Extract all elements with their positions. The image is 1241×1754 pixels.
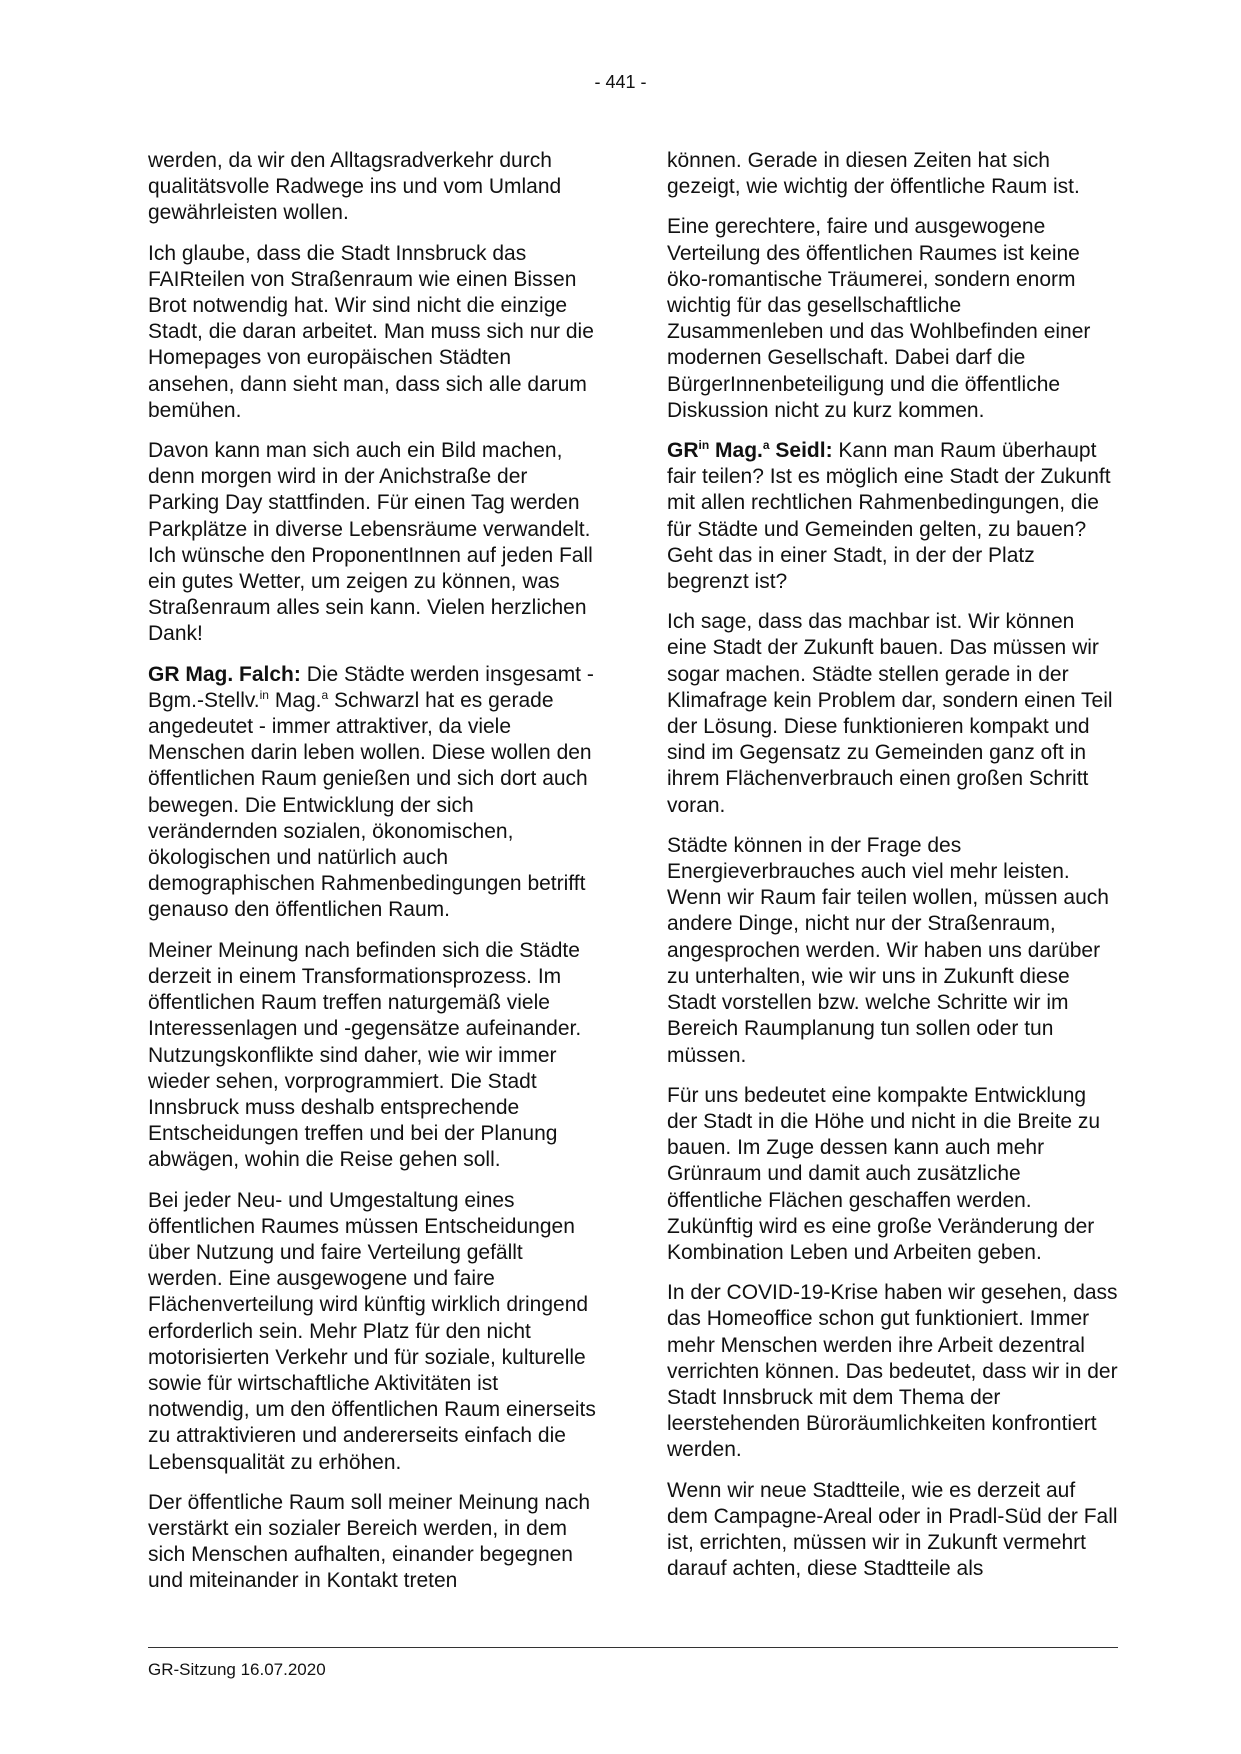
superscript: in	[259, 687, 269, 702]
paragraph: Davon kann man sich auch ein Bild machen, denn morgen wird in der Anichstraße der Parking Day stattfinden. Für einen Tag werden Parkplätze in diverse Lebensräume verwandelt. Ich wünsche den ProponentInnen auf jeden Fall ein gutes Wetter, um zeigen zu können, was Straßenraum alles sein kann. Vielen herzlichen Dank!	[148, 439, 593, 646]
paragraph: Bei jeder Neu- und Umgestaltung eines öffentlichen Raumes müssen Entscheidungen über Nutzung und faire Verteilung gefällt werden. Eine ausgewogene und faire Flächenverteilung wird künftig wirklich dringend erforderlich sein. Mehr Platz für den nicht motorisierten Verkehr und für soziale, kulturelle sowie für wirtschaftliche Aktivitäten ist notwendig, um den öffentlichen Raum einerseits zu attraktivieren und andererseits einfach die Lebensqualität zu erhöhen.	[148, 1188, 596, 1474]
page-number: - 441 -	[594, 72, 647, 92]
paragraph: können. Gerade in diesen Zeiten hat sich gezeigt, wie wichtig der öffentliche Raum ist.	[667, 149, 1080, 199]
paragraph: Meiner Meinung nach befinden sich die Städte derzeit in einem Transformationsprozess. Im öffentlichen Raum treffen naturgemäß viele Interessenlagen und -gegensätze aufeinander. Nutzungskonflikte sind daher, wie wir immer wieder sehen, vorprogrammiert. Die Stadt Innsbruck muss deshalb entsprechende Entscheidungen treffen und bei der Planung abwägen, wohin die Reise gehen soll.	[148, 938, 582, 1172]
paragraph: Für uns bedeutet eine kompakte Entwicklung der Stadt in die Höhe und nicht in die Breite zu bauen. Im Zuge dessen kann auch mehr Grünraum und damit auch zusätzliche öffentliche Flächen geschaffen werden. Zukünftig wird es eine große Veränderung der Kombination Leben und Arbeiten geben.	[667, 1083, 1101, 1264]
paragraph: Wenn wir neue Stadtteile, wie es derzeit auf dem Campagne-Areal oder in Pradl-Süd der Fall ist, errichten, müssen wir in Zukunft vermehrt darauf achten, diese Stadtteile als	[667, 1478, 1118, 1581]
speaker-name: GR Mag. Falch:	[148, 662, 301, 686]
paragraph	[667, 438, 1119, 595]
paragraph: In der COVID-19-Krise haben wir gesehen, dass das Homeoffice schon gut funktioniert. Immer mehr Menschen werden ihre Arbeit dezentral verrichten können. Das bedeutet, dass wir in der Stadt Innsbruck mit dem Thema der leerstehenden Büroräumlichkeiten konfrontiert werden.	[667, 1281, 1118, 1462]
paragraph-text: Die Städte werden insgesamt - Bgm.-Stellv.	[148, 662, 594, 712]
paragraph: Ich glaube, dass die Stadt Innsbruck das FAIRteilen von Straßenraum wie einen Bissen Brot notwendig hat. Wir sind nicht die einzige Stadt, die daran arbeitet. Man muss sich nur die Homepages von europäischen Städten ansehen, dann sieht man, dass sich alle darum bemühen.	[148, 241, 594, 422]
paragraph: Der öffentliche Raum soll meiner Meinung nach verstärkt ein sozialer Bereich werden, in dem sich Menschen aufhalten, einander begegnen und miteinander in Kontakt treten	[148, 1490, 591, 1593]
speaker-name	[667, 439, 833, 462]
left-column	[148, 148, 600, 1609]
paragraph	[148, 662, 600, 924]
speaker-title: GR	[667, 439, 699, 463]
paragraph: Ich sage, dass das machbar ist. Wir können eine Stadt der Zukunft bauen. Das müssen wir sogar machen. Städte stellen gerade in der Klimafrage kein Problem dar, sondern einen Teil der Lösung. Diese funktionieren kompakt und sind im Gegensatz zu Gemeinden ganz oft in ihrem Flächenverbrauch einen großen Schritt voran.	[667, 610, 1113, 817]
paragraph-text: Schwarzl hat es gerade angedeutet - immer attraktiver, da viele Menschen darin leben wollen. Diese wollen den öffentlichen Raum genießen und sich dort auch bewegen. Die Entwicklung der sich verändernden sozialen, ökonomischen, ökologischen und natürlich auch demographischen Rahmenbedingungen betrifft genauso den öffentlichen Raum.	[148, 688, 592, 922]
paragraph-text: Mag.	[274, 688, 322, 712]
paragraph-text: Kann man Raum überhaupt fair teilen? Ist es möglich eine Stadt der Zukunft mit allen rechtlichen Rahmenbedingungen, die für Städte und Gemeinden gelten, zu bauen? Geht das in einer Stadt, in der der Platz begrenzt ist?	[667, 439, 1111, 594]
superscript: a	[321, 687, 329, 702]
speaker-surname: Seidl:	[775, 439, 833, 463]
right-column	[667, 148, 1119, 1596]
superscript: in	[698, 438, 710, 453]
paragraph: Städte können in der Frage des Energieverbrauches auch viel mehr leisten. Wenn wir Raum fair teilen wollen, müssen auch andere Dinge, nicht nur der Straßenraum, angesprochen werden. Wir haben uns darüber zu unterhalten, wie wir uns in Zukunft diese Stadt vorstellen bzw. welche Schritte wir im Bereich Raumplanung tun sollen oder tun müssen.	[667, 833, 1109, 1067]
speaker-title: Mag.	[715, 439, 763, 463]
paragraph: Eine gerechtere, faire und ausgewogene Verteilung des öffentlichen Raumes ist keine öko-romantische Träumerei, sondern enorm wichtig für das gesellschaftliche Zusammenleben und das Wohlbefinden einer modernen Gesellschaft. Dabei darf die BürgerInnenbeteiligung und die öffentliche Diskussion nicht zu kurz kommen.	[667, 215, 1091, 422]
footer-divider	[148, 1647, 1118, 1648]
superscript: a	[762, 438, 770, 453]
footer-session-date: GR-Sitzung 16.07.2020	[148, 1660, 326, 1679]
paragraph: werden, da wir den Alltagsradverkehr durch qualitätsvolle Radwege ins und vom Umland gewährleisten wollen.	[148, 149, 562, 225]
